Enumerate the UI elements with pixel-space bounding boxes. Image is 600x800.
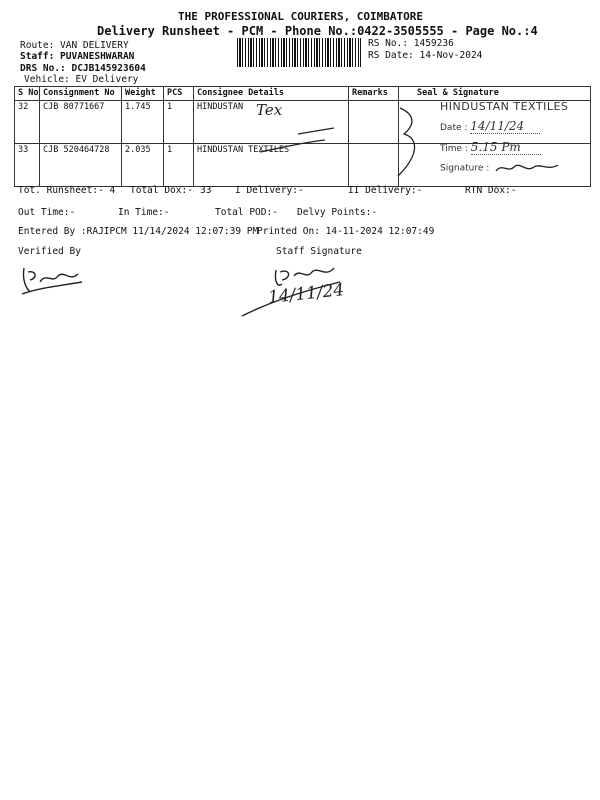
handwritten-note: Tex: [256, 101, 283, 119]
col-seal-signature: Seal & Signature: [399, 87, 591, 101]
col-consignee: Consignee Details: [194, 87, 349, 101]
consignee-name: HINDUSTAN: [197, 102, 244, 112]
vehicle-label: Vehicle: EV Delivery: [24, 74, 139, 85]
ii-delivery: II Delivery:-: [348, 185, 423, 196]
col-pcs: PCS: [164, 87, 194, 101]
col-weight: Weight: [122, 87, 164, 101]
in-time: In Time:-: [118, 207, 170, 218]
rs-date: RS Date: 14-Nov-2024: [368, 50, 483, 61]
staff-signature-date: 14/11/24: [267, 280, 346, 308]
col-sno: S No: [15, 87, 40, 101]
rtn-dox: RTN Dox:-: [465, 185, 517, 196]
rs-number: RS No.: 1459236: [368, 38, 454, 49]
total-dox-value: 33: [200, 185, 212, 196]
runsheet-title: Delivery Runsheet - PCM - Phone No.:0422-3505555 - Page No.:4: [97, 24, 538, 38]
total-dox-label: Total Dox:-: [130, 185, 193, 196]
delvy-points: Delvy Points:-: [297, 207, 378, 218]
table-header-row: [15, 87, 591, 101]
cell-consignment: CJB 520464728: [40, 144, 122, 187]
seal-stamp: [440, 100, 588, 175]
tot-runsheet: Tot. Runsheet:- 4: [18, 185, 116, 196]
staff-label: Staff: PUVANESHWARAN: [20, 51, 135, 62]
stamp-time-label: Time :: [440, 144, 468, 154]
row-signature-strokes: [250, 118, 340, 158]
cell-weight: 2.035: [122, 144, 164, 187]
cell-pcs: 1: [164, 101, 194, 144]
stamp-date-value: 14/11/24: [470, 119, 540, 134]
verified-signature: [18, 262, 88, 302]
cell-pcs: 1: [164, 144, 194, 187]
cell-sno: 32: [15, 101, 40, 144]
stamp-signature-label: Signature :: [440, 163, 490, 174]
barcode: [237, 38, 361, 67]
company-title: THE PROFESSIONAL COURIERS, COIMBATORE: [178, 10, 424, 23]
i-delivery: I Delivery:-: [235, 185, 304, 196]
stamp-date-label: Date :: [440, 123, 468, 133]
cell-consignee: HINDUSTAN TEXTILES: [194, 144, 349, 187]
cell-sno: 33: [15, 144, 40, 187]
route-label: Route: VAN DELIVERY: [20, 40, 129, 51]
bracket-mark: [390, 104, 440, 184]
cell-weight: 1.745: [122, 101, 164, 144]
col-remarks: Remarks: [349, 87, 399, 101]
cell-consignment: CJB 80771667: [40, 101, 122, 144]
verified-by-label: Verified By: [18, 246, 81, 257]
stamp-signature-scribble: [492, 161, 562, 175]
printed-on: Printed On: 14-11-2024 12:07:49: [257, 226, 435, 237]
out-time: Out Time:-: [18, 207, 76, 218]
stamp-time-value: 5.15 Pm: [471, 140, 541, 155]
total-pod: Total POD:-: [215, 207, 278, 218]
drs-number: DRS No.: DCJB145923604: [20, 63, 146, 74]
col-consignment: Consignment No: [40, 87, 122, 101]
staff-signature-label: Staff Signature: [276, 246, 362, 257]
entered-by: Entered By :RAJIPCM 11/14/2024 12:07:39 PM: [18, 226, 259, 237]
stamp-company: HINDUSTAN TEXTILES: [440, 100, 569, 113]
